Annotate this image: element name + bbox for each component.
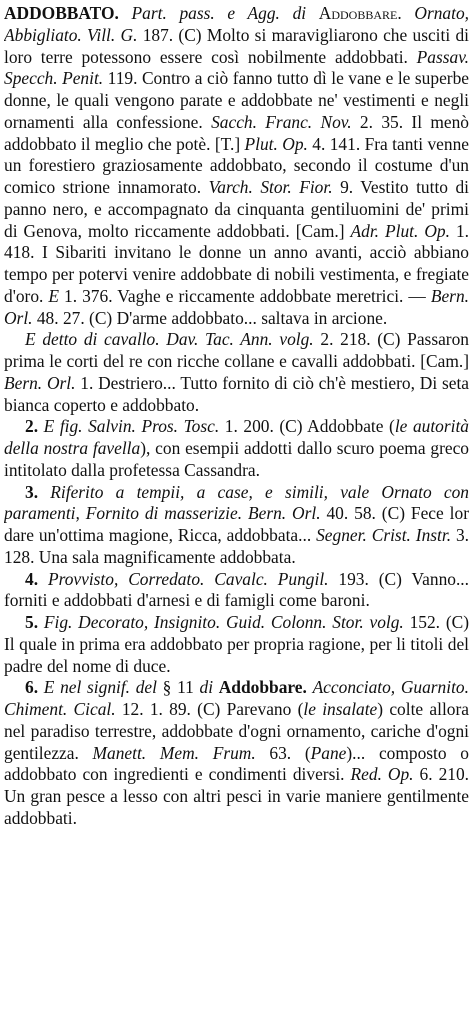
- text-run: )... composto o addobbato con ingredienti e condimenti diversi.: [4, 742, 469, 785]
- text-run: § 11: [156, 677, 200, 698]
- italic-run: Bern. Orl.: [4, 285, 469, 328]
- text-run: 4. 141. Fra tanti venne un forestiero graziosamente addobbato, secondo il costume d'un comico strione innamorato.: [4, 133, 469, 197]
- entry-paragraph-sense-6: [4, 677, 469, 829]
- text-run: 119. Contro a ciò fanno tutto dì le vane e le superbe donne, le quali vengono parate e addobbate ne' vestimenti e negli ornamenti alla confessione.: [4, 68, 469, 132]
- italic-run: Acconciato, Guarnito. Chiment. Cical.: [4, 677, 469, 719]
- italic-run: E fig. Salvin. Pros. Tosc.: [43, 416, 220, 437]
- italic-run: di: [199, 677, 214, 698]
- dictionary-page: [4, 3, 469, 1019]
- text-run: 40. 58. (C) Fece lor dare un'ottima magione, Ricca, addobbata...: [4, 503, 469, 545]
- italic-run: Varch. Stor. Fior.: [208, 177, 333, 197]
- italic-run: Part. pass. e Agg. di: [131, 3, 319, 23]
- text-run: 2. 218. (C) Passaron prima le corti del re con ricche collane e cavalli addobbati. [Cam.]: [4, 329, 469, 371]
- italic-run: Provvisto, Corredato. Cavalc. Pungil.: [47, 568, 329, 589]
- italic-run: E detto di cavallo. Dav. Tac. Ann. volg.: [25, 329, 314, 350]
- italic-run: Bern. Orl.: [4, 372, 76, 393]
- entry-paragraph-sense-4: [4, 569, 469, 613]
- text-run: 1. 200. (C) Addobbate (: [219, 416, 395, 437]
- entry-paragraph-main: [4, 3, 469, 329]
- text-run: [38, 482, 50, 502]
- text-run: 1. Destriero... Tutto fornito di ciò ch'è mestiero, Di seta bianca coperto e addobbato.: [4, 372, 469, 415]
- entry-paragraph-sense-3: [4, 482, 469, 569]
- italic-run: Passav. Specch. Penit.: [4, 46, 469, 89]
- italic-run: Adr. Plut. Op.: [350, 220, 450, 241]
- entry-paragraph-sense-5: [4, 612, 469, 677]
- text-run: ) colte allora nel paradiso terrestre, addobbate d'ogni ornamento, cariche d'ogni gentilezza.: [4, 699, 469, 763]
- italic-run: Sacch. Franc. Nov.: [211, 111, 352, 132]
- italic-run: Red. Op.: [350, 764, 414, 785]
- text-run: 9. Vestito tutto di panno nero, e accompagnato da cinquanta gentiluomini de' primi di Genova, molto riccamente addobbati. [Cam.]: [4, 177, 469, 241]
- text-run: 1. 418. I Sibariti invitano le donne un anno avanti, acciò abbiano tempo per potervi venire addobbate di nobili vestimenta, e fregiate d'oro.: [4, 220, 469, 306]
- italic-run: Segner. Crist. Instr.: [316, 525, 452, 545]
- sense-number: 3.: [25, 481, 39, 502]
- text-run: [119, 3, 132, 23]
- text-run: 6. 210. Un gran pesce a lesso con altri pesci in varie maniere gentilmente addobbati.: [4, 764, 469, 828]
- italic-run: Pane: [310, 742, 347, 763]
- sense-number: 6.: [25, 677, 39, 698]
- text-run: 63. (: [255, 742, 311, 763]
- sense-number: 4.: [25, 568, 39, 589]
- bold-run: Addobbare.: [218, 677, 307, 698]
- italic-run: le autorità della nostra favella: [4, 416, 469, 458]
- italic-run: Manett. Mem. Frum.: [92, 742, 256, 763]
- italic-run: le insalate: [303, 699, 378, 719]
- entry-paragraph-sense-2: [4, 416, 469, 481]
- smallcaps-run: Addobbare.: [318, 3, 402, 23]
- entry-paragraph-sense-horse: [4, 329, 469, 416]
- text-run: 152. (C) Il quale in prima era addobbato per propria ragione, per li titoli del padre del nome di duce.: [4, 612, 469, 676]
- text-run: [402, 3, 415, 23]
- italic-run: Ornato, Abbigliato. Vill. G.: [4, 3, 469, 45]
- italic-run: Riferito a tempii, a case, e simili, vale Ornato con paramenti, Fornito di masserizie. Bern. Orl.: [4, 481, 469, 524]
- text-run: 48. 27. (C) D'arme addobbato... saltava in arcione.: [32, 307, 388, 328]
- text-run: ), con esempii addotti dallo scuro poema greco intitolato dalla profetessa Cassandra.: [4, 438, 469, 480]
- text-run: [38, 569, 48, 589]
- text-run: 1. 376. Vaghe e riccamente addobbate meretrici. —: [59, 285, 431, 306]
- italic-run: E: [48, 285, 60, 306]
- text-run: 12. 1. 89. (C) Parevano (: [115, 699, 304, 719]
- bold-run: ADDOBBATO.: [4, 3, 119, 23]
- italic-run: Plut. Op.: [244, 133, 308, 154]
- sense-number: 5.: [25, 612, 39, 632]
- italic-run: Fig. Decorato, Insignito. Guid. Colonn. Stor. volg.: [43, 612, 404, 632]
- italic-run: E nel signif. del: [43, 677, 157, 698]
- text-run: 2. 35. Il menò addobbato il meglio che potè. [T.]: [4, 111, 469, 154]
- text-run: 3. 128. Una sala magnificamente addobbata.: [4, 525, 469, 567]
- text-run: 193. (C) Vanno... forniti e addobbati d'arnesi e di famigli come baroni.: [4, 568, 469, 611]
- text-run: 187. (C) Molto si maravigliarono che usciti di loro terre potessono essere così nobilmente addobbati.: [4, 24, 469, 67]
- sense-number: 2.: [25, 416, 39, 437]
